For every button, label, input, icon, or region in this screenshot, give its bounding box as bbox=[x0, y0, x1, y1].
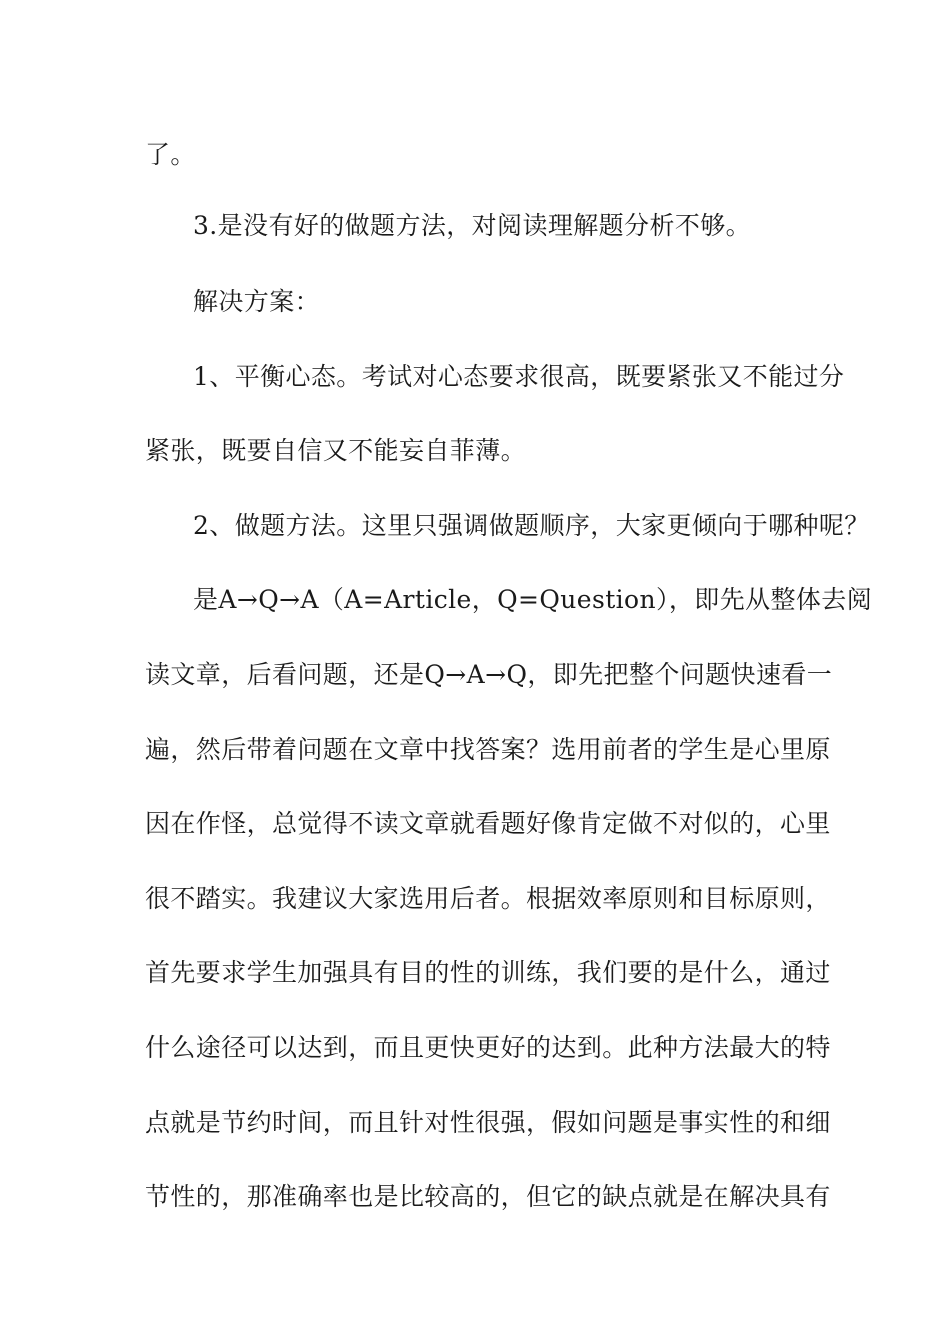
text-line-14: 点就是节约时间，而且针对性很强，假如问题是事实性的和细 bbox=[145, 1108, 831, 1137]
text-line-11: 很不踏实。我建议大家选用后者。根据效率原则和目标原则， bbox=[145, 884, 831, 913]
text-line-5: 紧张，既要自信又不能妄自菲薄。 bbox=[145, 436, 527, 465]
text-line-10: 因在作怪，总觉得不读文章就看题好像肯定做不对似的，心里 bbox=[145, 809, 831, 838]
text-line-15: 节性的，那准确率也是比较高的，但它的缺点就是在解决具有 bbox=[145, 1182, 831, 1211]
text-line-13: 什么途径可以达到，而且更快更好的达到。此种方法最大的特 bbox=[145, 1033, 831, 1062]
text-line-1: 了。 bbox=[145, 140, 196, 169]
text-line-12: 首先要求学生加强具有目的性的训练，我们要的是什么，通过 bbox=[145, 958, 831, 987]
text-line-2: 3.是没有好的做题方法，对阅读理解题分析不够。 bbox=[193, 211, 752, 240]
text-line-6: 2、做题方法。这里只强调做题顺序，大家更倾向于哪种呢？ bbox=[193, 511, 870, 540]
text-line-3: 解决方案： bbox=[193, 287, 321, 316]
text-line-4: 1、平衡心态。考试对心态要求很高，既要紧张又不能过分 bbox=[193, 362, 845, 391]
text-line-8: 读文章，后看问题，还是Q→A→Q，即先把整个问题快速看一 bbox=[145, 660, 833, 689]
text-line-9: 遍，然后带着问题在文章中找答案？选用前者的学生是心里原 bbox=[145, 735, 831, 764]
text-line-7: 是A→Q→A（A=Article，Q=Question），即先从整体去阅 bbox=[193, 585, 873, 614]
